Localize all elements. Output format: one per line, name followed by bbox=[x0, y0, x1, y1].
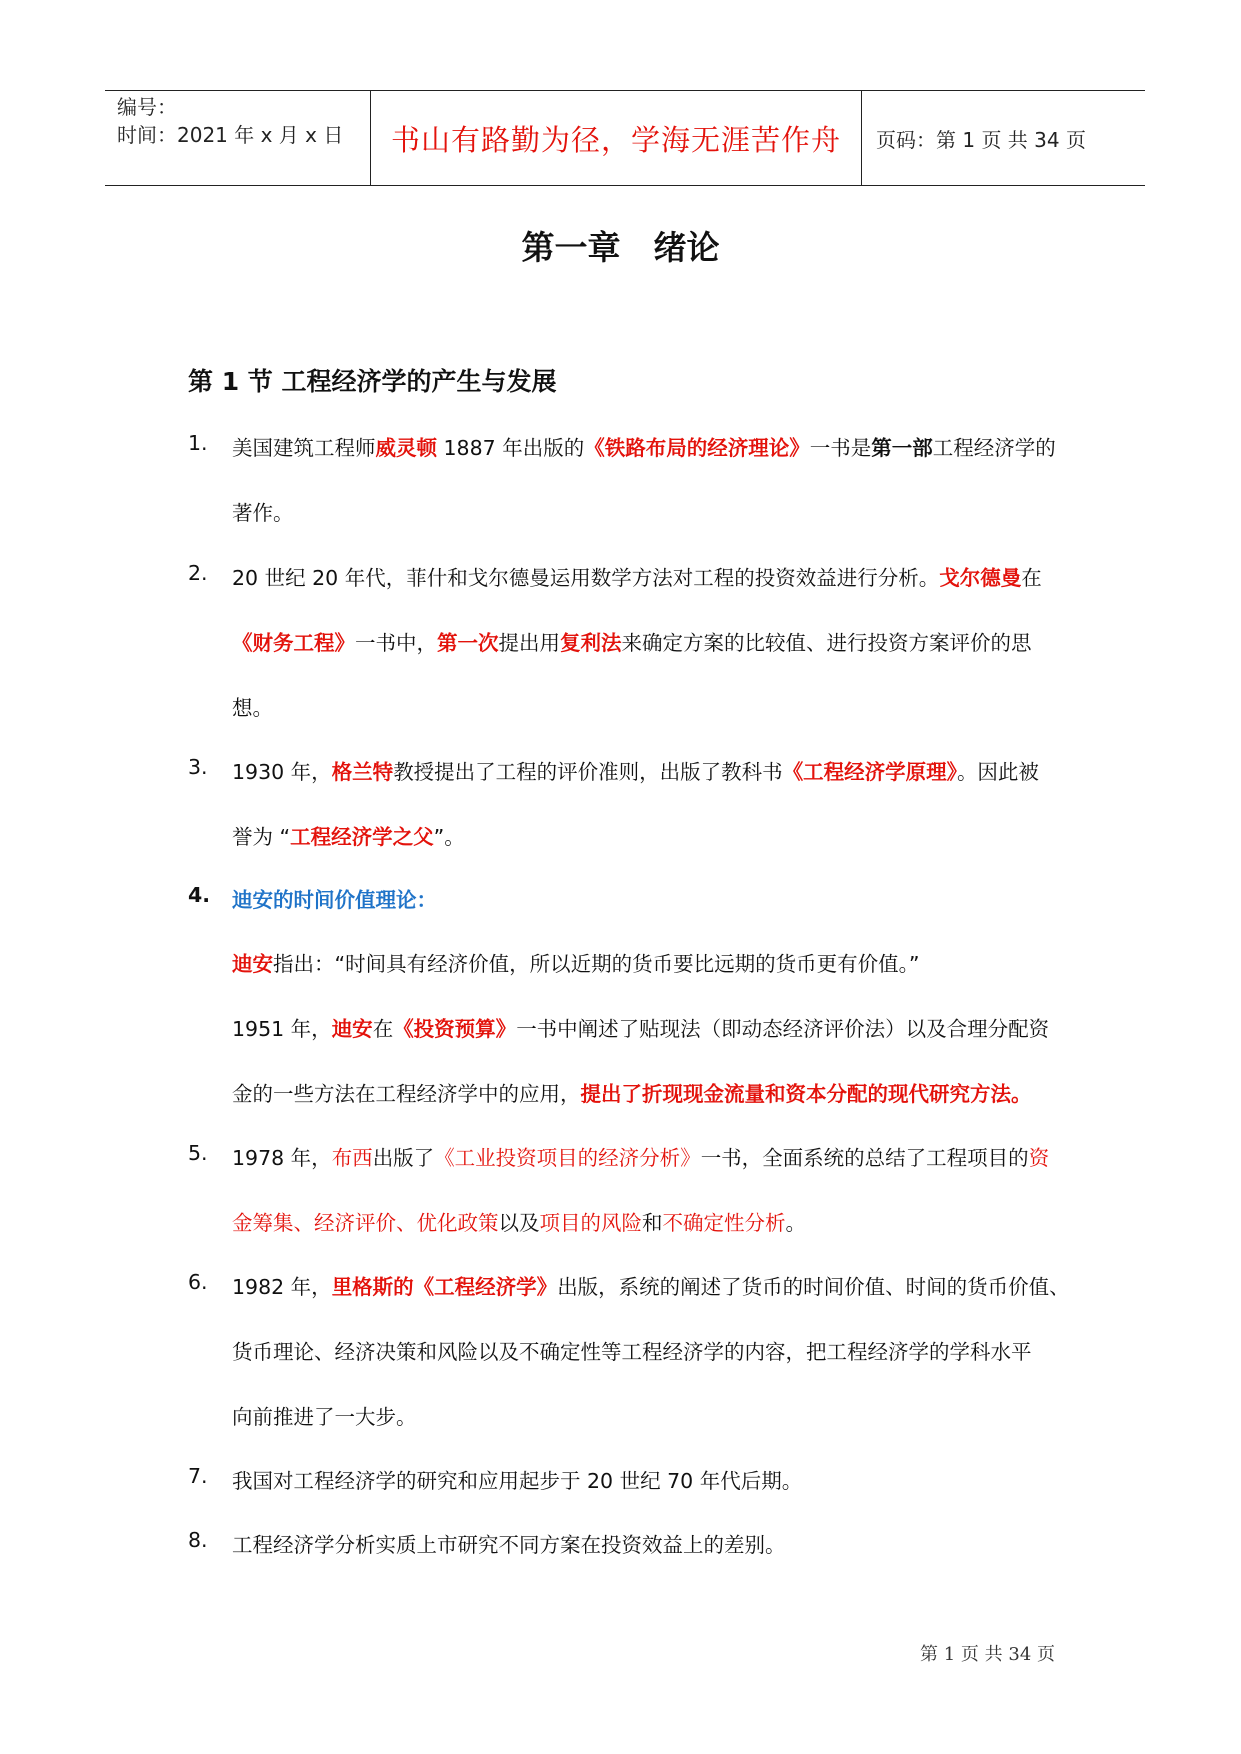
text-run: 教授提出了工程的评价准则，出版了教科书 bbox=[393, 760, 783, 784]
list-item-line bbox=[232, 496, 294, 526]
chapter-title: 第一章 绪论 bbox=[521, 228, 720, 267]
text-run: 一书中， bbox=[355, 631, 437, 655]
text-run: 迪安 bbox=[232, 952, 273, 976]
text-run: 金的一些方法在工程经济学中的应用， bbox=[232, 1082, 581, 1106]
list-item-line bbox=[232, 1464, 802, 1494]
list-item-line bbox=[232, 947, 920, 977]
list-item-line bbox=[232, 1528, 786, 1558]
list-item-line bbox=[232, 1335, 1032, 1365]
text-run: 一书是 bbox=[809, 436, 872, 460]
text-run: 项目的风险 bbox=[539, 1211, 642, 1235]
text-run: 一书中阐述了贴现法（即动态经济评价法）以及合理分配资 bbox=[516, 1017, 1050, 1041]
text-run: 1978 年， bbox=[232, 1146, 332, 1170]
text-run: 《工程经济学原理》 bbox=[782, 760, 957, 784]
text-run: 不确定性分析 bbox=[662, 1211, 786, 1235]
text-run: 里格斯的《工程经济学》 bbox=[331, 1275, 558, 1299]
text-run: 以及 bbox=[498, 1211, 540, 1235]
text-run: 在 bbox=[1021, 566, 1042, 590]
list-item-number: 5. bbox=[188, 1141, 208, 1165]
text-run: 向前推进了一大步。 bbox=[232, 1405, 417, 1429]
text-run: 誉为 “ bbox=[232, 825, 291, 849]
text-run: 《铁路布局的经济理论》 bbox=[584, 436, 810, 460]
text-run: 在 bbox=[372, 1017, 394, 1041]
text-run: 提出了折现现金流量和资本分配的现代研究方法。 bbox=[580, 1082, 1032, 1106]
list-item-number: 1. bbox=[188, 431, 208, 455]
text-run: 工程经济学分析实质上市研究不同方案在投资效益上的差别。 bbox=[232, 1533, 786, 1557]
text-run: 出版，系统的阐述了货币的时间价值、时间的货币价值、 bbox=[557, 1275, 1070, 1299]
list-item-line bbox=[232, 883, 437, 913]
list-item-number: 2. bbox=[188, 561, 208, 585]
text-run: 来确定方案的比较值、进行投资方案评价的思 bbox=[621, 631, 1032, 655]
text-run: 工程经济学的 bbox=[932, 436, 1056, 460]
text-run: 1930 年， bbox=[232, 760, 332, 784]
text-run: 资 bbox=[1028, 1146, 1050, 1170]
text-run: 《财务工程》 bbox=[232, 631, 355, 655]
text-run: 提出用 bbox=[498, 631, 560, 655]
header-left-cell bbox=[105, 91, 370, 185]
page-footer: 第 1 页 共 34 页 bbox=[920, 1644, 1055, 1665]
text-run: 戈尔德曼 bbox=[939, 566, 1022, 590]
text-run: 一书，全面系统的总结了工程项目的 bbox=[700, 1146, 1029, 1170]
list-item-line bbox=[232, 691, 273, 721]
text-run: 1951 年， bbox=[232, 1017, 332, 1041]
text-run: 威灵顿 bbox=[375, 436, 437, 460]
text-run: 1982 年， bbox=[232, 1275, 332, 1299]
list-item-line bbox=[232, 1400, 417, 1430]
text-run: 《工业投资项目的经济分析》 bbox=[434, 1146, 701, 1170]
text-run: 第一次 bbox=[437, 631, 499, 655]
text-run: 金筹集、经济评价、优化政策 bbox=[232, 1211, 499, 1235]
text-run: 布西 bbox=[331, 1146, 373, 1170]
text-run: 复利法 bbox=[560, 631, 622, 655]
number-label: 编号： bbox=[117, 95, 177, 119]
page-code: 页码：第 1 页 共 34 页 bbox=[876, 127, 1086, 152]
header-right-cell bbox=[862, 91, 1145, 185]
list-item-number: 3. bbox=[188, 755, 208, 779]
text-run: ”。 bbox=[433, 825, 465, 849]
text-run: 20 世纪 20 年代，菲什和戈尔德曼运用数学方法对工程的投资效益进行分析。 bbox=[232, 566, 940, 590]
text-run: 《投资预算》 bbox=[393, 1017, 517, 1041]
section-title: 第 1 节 工程经济学的产生与发展 bbox=[188, 367, 557, 396]
text-run: 格兰特 bbox=[331, 760, 394, 784]
text-run: 迪安的时间价值理论： bbox=[232, 888, 437, 912]
list-item-number: 8. bbox=[188, 1528, 208, 1552]
text-run: 指出：“时间具有经济价值，所以近期的货币要比远期的货币更有价值。” bbox=[273, 952, 920, 976]
text-run: 出版了 bbox=[372, 1146, 435, 1170]
text-run: 1887 年出版的 bbox=[437, 436, 585, 460]
text-run: 和 bbox=[642, 1211, 663, 1235]
list-item-number: 4. bbox=[188, 883, 211, 907]
list-item-line bbox=[232, 1206, 806, 1236]
text-run: 货币理论、经济决策和风险以及不确定性等工程经济学的内容，把工程经济学的学科水平 bbox=[232, 1340, 1032, 1364]
list-item-line bbox=[232, 820, 465, 850]
text-run: 我国对工程经济学的研究和应用起步于 20 世纪 70 年代后期。 bbox=[232, 1469, 803, 1493]
header-motto-cell bbox=[370, 91, 862, 185]
text-run: 。 bbox=[785, 1211, 806, 1235]
text-run: 第一部 bbox=[871, 436, 933, 460]
page-header bbox=[105, 90, 1145, 186]
list-item-line bbox=[232, 1141, 1049, 1171]
text-run: 想。 bbox=[232, 696, 273, 720]
list-item-line bbox=[232, 1077, 1032, 1107]
text-run: 迪安 bbox=[331, 1017, 373, 1041]
list-item-line bbox=[232, 431, 1056, 461]
text-run: 著作。 bbox=[232, 501, 294, 525]
text-run: 美国建筑工程师 bbox=[232, 436, 376, 460]
list-item-line bbox=[232, 561, 1042, 591]
list-item-number: 7. bbox=[188, 1464, 208, 1488]
list-item-line bbox=[232, 626, 1032, 656]
text-run: 。因此被 bbox=[956, 760, 1039, 784]
list-item-line bbox=[232, 1012, 1049, 1042]
motto: 书山有路勤为径，学海无涯苦作舟 bbox=[390, 122, 841, 157]
time-label: 时间：2021 年 x 月 x 日 bbox=[117, 123, 344, 147]
list-item-line bbox=[232, 755, 1039, 785]
list-item-line bbox=[232, 1270, 1070, 1300]
text-run: 工程经济学之父 bbox=[290, 825, 434, 849]
list-item-number: 6. bbox=[188, 1270, 208, 1294]
